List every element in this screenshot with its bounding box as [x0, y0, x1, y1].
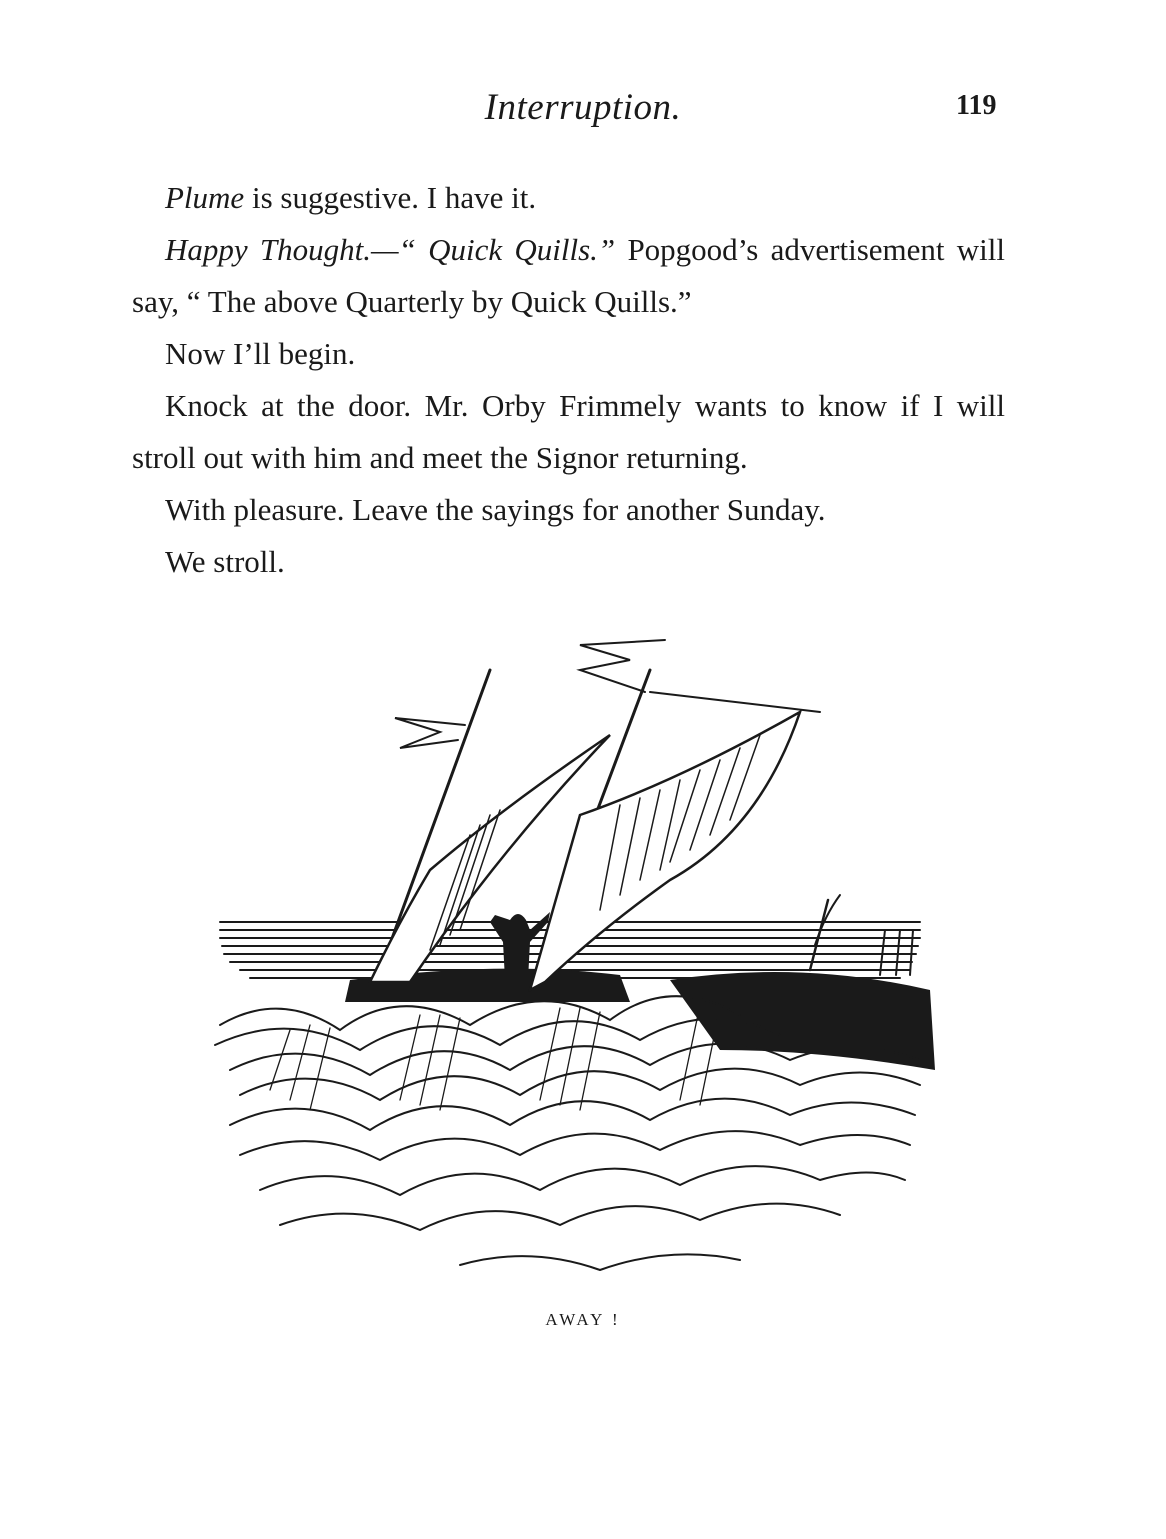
paragraph-5-text: With pleasure. Leave the sayings for another Sunday.: [165, 492, 826, 527]
main-pennant: [580, 640, 665, 692]
main-sail: [530, 712, 800, 990]
illustration-caption: AWAY !: [545, 1310, 621, 1329]
gaff: [650, 692, 820, 712]
wave-hatching: [270, 1005, 720, 1110]
paragraph-4-text: Knock at the door. Mr. Orby Frimmely wants to know if I will stroll out with him and meet the Signor returning.: [132, 388, 1005, 475]
paragraph-3: [132, 328, 1005, 380]
paragraph-6: [132, 536, 1005, 588]
fore-pennant: [395, 718, 465, 748]
paragraph-2-italic: Happy Thought.—“ Quick Quills.”: [165, 232, 616, 267]
running-head: [0, 86, 1166, 136]
paragraph-4: [132, 380, 1005, 484]
page-number: 119: [956, 90, 997, 121]
paragraph-2-text: Popgood’s advertisement will say, “ The above Quarterly by Quick Quills.”: [132, 232, 1005, 319]
paragraph-2: [132, 224, 1005, 328]
sailboat-illustration: [200, 630, 940, 1280]
paragraph-3-text: Now I’ll begin.: [165, 336, 356, 371]
body-text: [132, 172, 1005, 588]
paragraph-6-text: We stroll.: [165, 544, 285, 579]
paragraph-5: [132, 484, 1005, 536]
paragraph-1: [132, 172, 1005, 224]
running-title: Interruption.: [484, 87, 682, 128]
paragraph-1-italic: Plume: [165, 180, 245, 215]
paragraph-1-text: is suggestive. I have it.: [244, 180, 537, 215]
